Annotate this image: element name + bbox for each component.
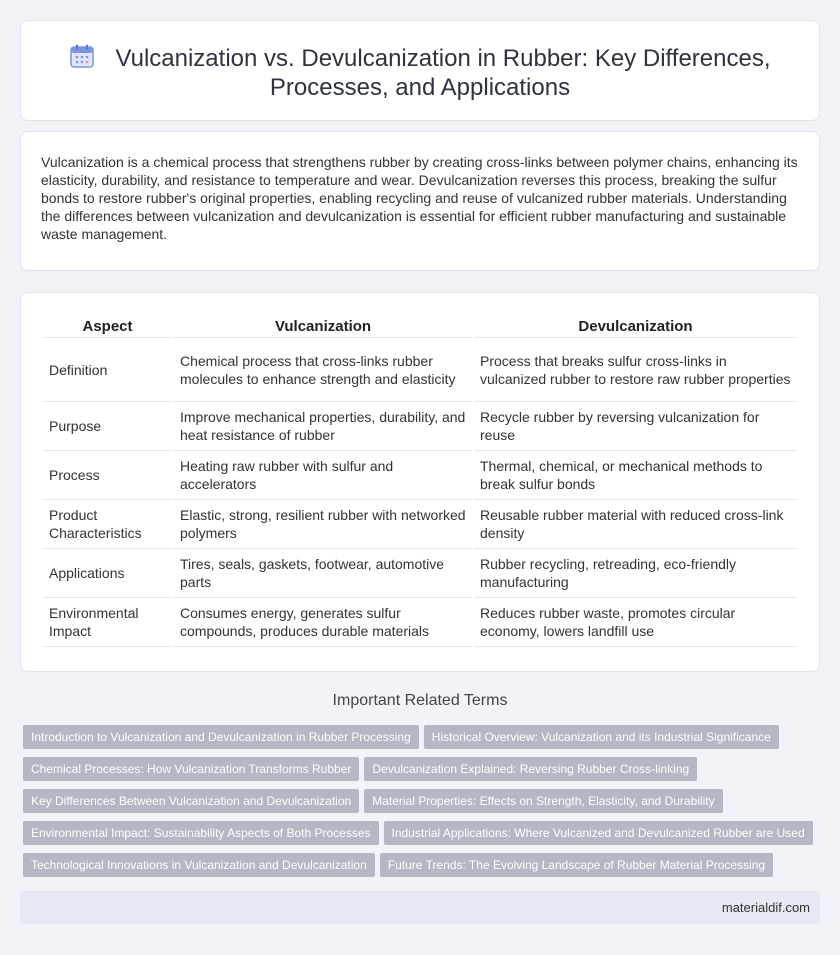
table-cell-devulcanization: Rubber recycling, retreading, eco-friendly manufacturing (474, 549, 797, 598)
related-terms-list (23, 725, 823, 885)
related-term-tag[interactable]: Devulcanization Explained: Reversing Rubber Cross-linking (364, 757, 697, 781)
footer-site-link[interactable]: materialdif.com (721, 900, 810, 915)
table-cell-aspect: Applications (43, 549, 172, 598)
calendar-icon (69, 43, 95, 69)
table-row (43, 500, 797, 549)
comparison-card (20, 292, 820, 672)
tag-row (23, 725, 823, 757)
related-term-tag[interactable]: Introduction to Vulcanization and Devulcanization in Rubber Processing (23, 725, 419, 749)
table-cell-aspect: Environmental Impact (43, 598, 172, 647)
related-term-tag[interactable]: Chemical Processes: How Vulcanization Transforms Rubber (23, 757, 359, 781)
comparison-table (41, 316, 799, 647)
table-cell-aspect: Product Characteristics (43, 500, 172, 549)
related-term-tag[interactable]: Technological Innovations in Vulcanization and Devulcanization (23, 853, 375, 877)
table-row (43, 451, 797, 500)
table-cell-aspect: Definition (43, 338, 172, 402)
column-header-devulcanization: Devulcanization (474, 316, 797, 338)
table-cell-vulcanization: Heating raw rubber with sulfur and accelerators (174, 451, 472, 500)
related-term-tag[interactable]: Industrial Applications: Where Vulcanized and Devulcanized Rubber are Used (384, 821, 813, 845)
table-cell-devulcanization: Thermal, chemical, or mechanical methods to break sulfur bonds (474, 451, 797, 500)
related-term-tag[interactable]: Historical Overview: Vulcanization and its Industrial Significance (424, 725, 779, 749)
tag-row (23, 853, 823, 885)
tag-row (23, 821, 823, 853)
footer-bar (20, 891, 820, 924)
intro-card (20, 131, 820, 271)
tag-row (23, 757, 823, 789)
related-term-tag[interactable]: Material Properties: Effects on Strength, Elasticity, and Durability (364, 789, 722, 813)
related-term-tag[interactable]: Key Differences Between Vulcanization and Devulcanization (23, 789, 359, 813)
table-cell-vulcanization: Tires, seals, gaskets, footwear, automotive parts (174, 549, 472, 598)
table-row (43, 402, 797, 451)
table-cell-devulcanization: Recycle rubber by reversing vulcanization for reuse (474, 402, 797, 451)
title-block (61, 43, 779, 102)
table-cell-devulcanization: Reduces rubber waste, promotes circular economy, lowers landfill use (474, 598, 797, 647)
column-header-vulcanization: Vulcanization (174, 316, 472, 338)
table-row (43, 338, 797, 402)
table-cell-vulcanization: Chemical process that cross-links rubber molecules to enhance strength and elasticity (174, 338, 472, 402)
tag-row (23, 789, 823, 821)
related-term-tag[interactable]: Environmental Impact: Sustainability Aspects of Both Processes (23, 821, 379, 845)
page-title: Vulcanization vs. Devulcanization in Rubber: Key Differences, Processes, and Applications (115, 45, 771, 101)
table-row (43, 549, 797, 598)
header-card (20, 20, 820, 121)
table-row (43, 598, 797, 647)
table-cell-aspect: Process (43, 451, 172, 500)
column-header-aspect: Aspect (43, 316, 172, 338)
table-cell-aspect: Purpose (43, 402, 172, 451)
table-cell-devulcanization: Process that breaks sulfur cross-links in vulcanized rubber to restore raw rubber properties (474, 338, 797, 402)
table-cell-vulcanization: Consumes energy, generates sulfur compounds, produces durable materials (174, 598, 472, 647)
table-header-row (43, 316, 797, 338)
related-terms-heading: Important Related Terms (332, 692, 508, 709)
related-term-tag[interactable]: Future Trends: The Evolving Landscape of Rubber Material Processing (380, 853, 773, 877)
intro-paragraph: Vulcanization is a chemical process that strengthens rubber by creating cross-links between polymer chains, enhancing its elasticity, durability, and resistance to temperature and wear. Devulcanization reverses this process, breaking the sulfur bonds to restore rubber's original properties, enabling recycling and reuse of vulcanized rubber materials. Understanding the differences between vulcanization and devulcanization is essential for efficient rubber manufacturing and sustainable waste management. (41, 154, 798, 242)
table-cell-devulcanization: Reusable rubber material with reduced cross-link density (474, 500, 797, 549)
table-cell-vulcanization: Elastic, strong, resilient rubber with networked polymers (174, 500, 472, 549)
table-cell-vulcanization: Improve mechanical properties, durability, and heat resistance of rubber (174, 402, 472, 451)
